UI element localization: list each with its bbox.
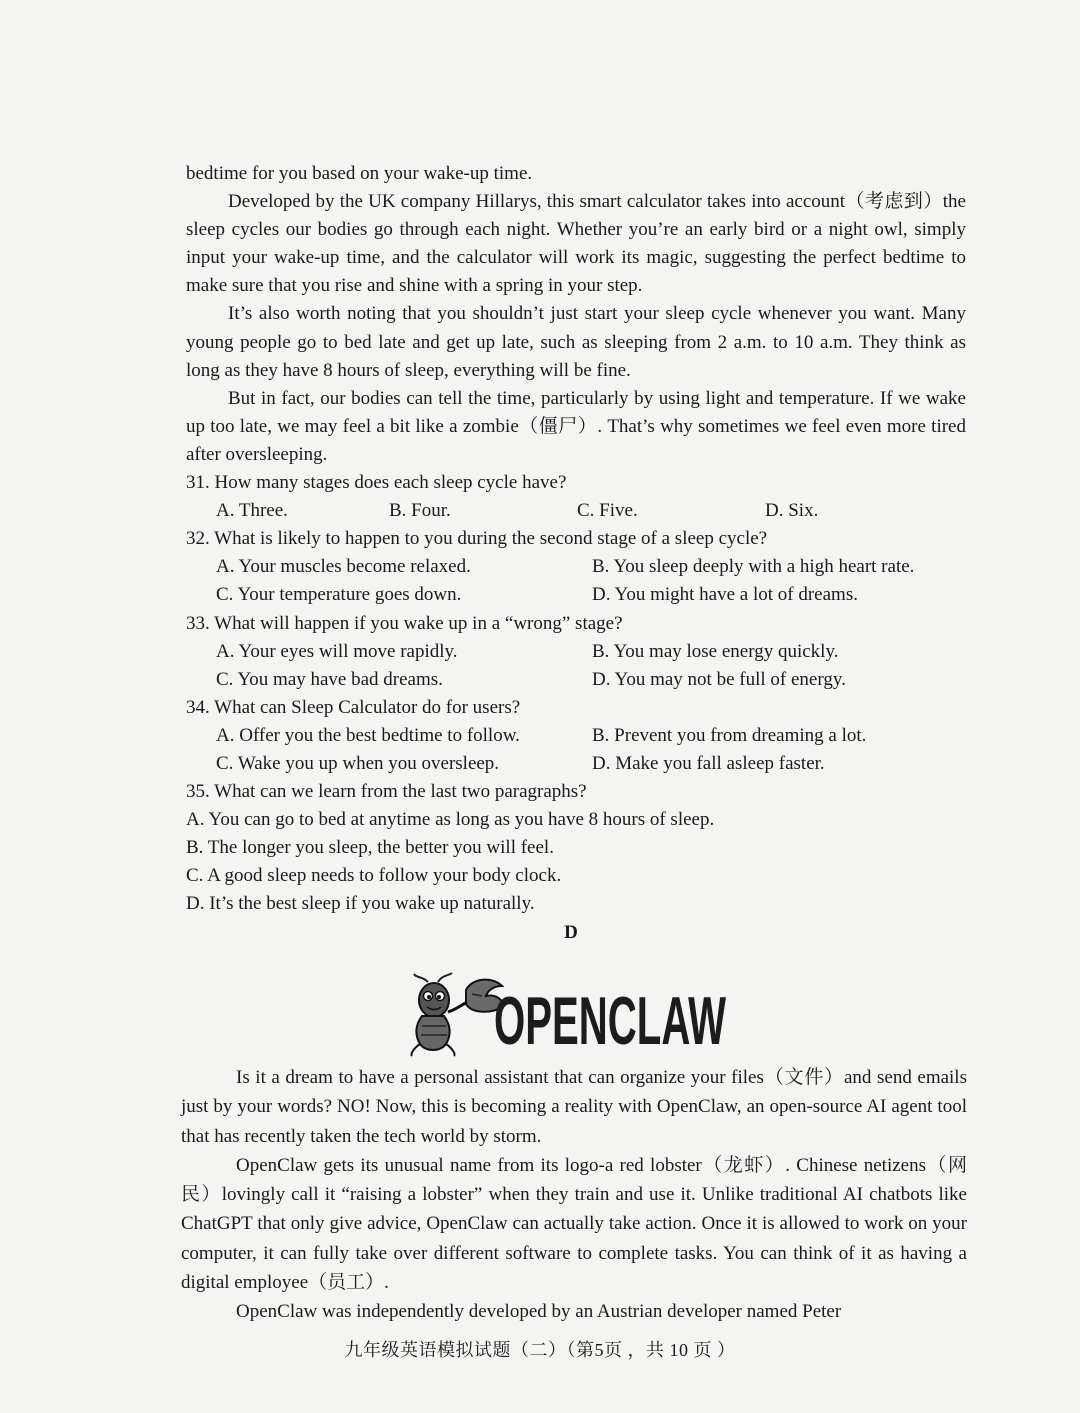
option-a: A. Three. <box>216 500 288 522</box>
options-row <box>216 722 966 750</box>
paragraph: OpenClaw was independently developed by an Austrian developer named Peter <box>236 1301 842 1323</box>
option-d: D. Make you fall asleep faster. <box>592 752 825 774</box>
paragraph: Is it a dream to have a personal assistant that can organize your files（文件）and send emails just by your words? NO! Now, this is becoming a reality with OpenClaw, an open-source AI agent tool that has recently taken the tech world by storm. <box>181 1067 967 1147</box>
question-33 <box>186 610 966 694</box>
option-a: A. Offer you the best bedtime to follow. <box>216 724 520 746</box>
question-stem: 35. What can we learn from the last two paragraphs? <box>186 781 587 803</box>
question-34 <box>186 694 966 778</box>
option-a: A. Your muscles become relaxed. <box>216 556 471 578</box>
page-footer: 九年级英语模拟试题（二）（第5页 ，共 10 页 ） <box>344 1340 736 1360</box>
logo-wordmark: OPENCLAW <box>494 983 727 1059</box>
option-c: C. Wake you up when you oversleep. <box>216 752 500 774</box>
question-32 <box>186 525 966 609</box>
option-d: D. You may not be full of energy. <box>592 668 846 690</box>
options-row <box>216 553 966 581</box>
section-label: D <box>564 921 578 943</box>
option-b: B. Four. <box>389 500 451 522</box>
option-b: B. Prevent you from dreaming a lot. <box>592 724 867 746</box>
paragraph: bedtime for you based on your wake-up time. <box>186 163 533 184</box>
options-row <box>216 750 966 778</box>
option-d: D. Six. <box>765 500 819 522</box>
paragraph: OpenClaw gets its unusual name from its logo-a red lobster（龙虾）. Chinese netizens（网民）lovingly call it “raising a lobster” when they train and use it. Unlike traditional AI chatbots like ChatGPT that only give advice, OpenClaw can actually take action. Once it is allowed to work on your computer, it can fully take over different software to complete tasks. You can think of it as having a digital employee（员工）. <box>181 1154 967 1294</box>
passage-c-section <box>186 160 966 947</box>
options-row <box>186 497 966 525</box>
option-a: A. You can go to bed at anytime as long as you have 8 hours of sleep. <box>186 809 715 831</box>
passage-d-section <box>181 1063 967 1327</box>
question-stem: 34. What can Sleep Calculator do for users? <box>186 696 521 718</box>
option-c: C. Your temperature goes down. <box>216 584 462 606</box>
question-35 <box>186 778 966 918</box>
lobster-icon <box>411 973 504 1056</box>
option-b: B. The longer you sleep, the better you will feel. <box>186 837 554 859</box>
openclaw-logo <box>408 972 730 1058</box>
options-row <box>216 638 966 666</box>
question-31 <box>186 469 966 525</box>
question-stem: 31. How many stages does each sleep cycle have? <box>186 472 567 494</box>
paragraph: Developed by the UK company Hillarys, this smart calculator takes into account（考虑到）the sleep cycles our bodies go through each night. Whether you’re an early bird or a night owl, simply input your wake-up time, and the calculator will work its magic, suggesting the perfect bedtime to make sure that you rise and shine with a spring in your step. <box>186 191 966 297</box>
option-d: D. It’s the best sleep if you wake up naturally. <box>186 893 535 915</box>
option-b: B. You sleep deeply with a high heart rate. <box>592 556 915 578</box>
options-row <box>216 666 966 694</box>
option-d: D. You might have a lot of dreams. <box>592 584 858 606</box>
paragraph: But in fact, our bodies can tell the time, particularly by using light and temperature. If we wake up too late, we may feel a bit like a zombie（僵尸）. That’s why sometimes we feel even more tired after oversleeping. <box>186 387 966 465</box>
option-a: A. Your eyes will move rapidly. <box>216 640 458 662</box>
option-b: B. You may lose energy quickly. <box>592 640 839 662</box>
option-c: C. You may have bad dreams. <box>216 668 443 690</box>
option-c: C. A good sleep needs to follow your body clock. <box>186 865 562 887</box>
question-stem: 33. What will happen if you wake up in a “wrong” stage? <box>186 612 623 634</box>
question-stem: 32. What is likely to happen to you during the second stage of a sleep cycle? <box>186 528 768 550</box>
option-c: C. Five. <box>577 500 638 522</box>
options-row <box>216 581 966 609</box>
paragraph: It’s also worth noting that you shouldn’t just start your sleep cycle whenever you want. Many young people go to bed late and get up late, such as sleeping from 2 a.m. to 10 a.m. They think as long as they have 8 hours of sleep, everything will be fine. <box>186 303 966 381</box>
